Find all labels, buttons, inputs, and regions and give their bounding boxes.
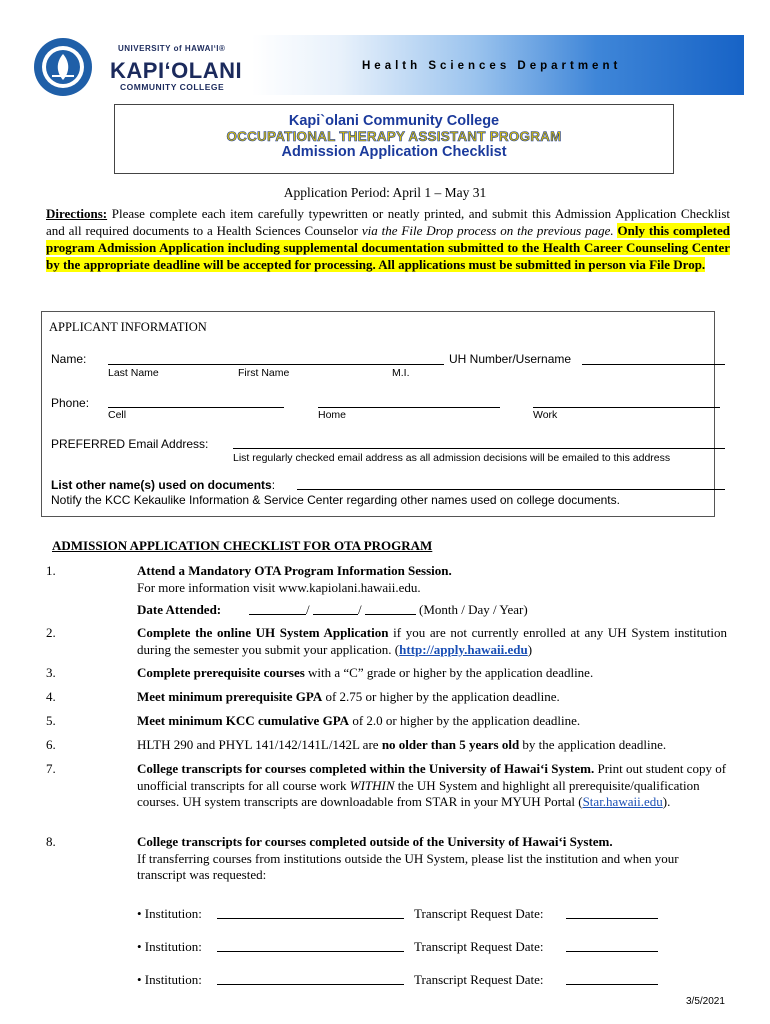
directions-text: Please complete each item carefully typewritten or neatly printed, and submit this Admission Application Checklist and all required documents to a Health Sciences Counselor — [46, 206, 731, 238]
last-name-caption: Last Name — [108, 367, 159, 379]
item-number: 1. — [46, 563, 56, 578]
home-caption: Home — [318, 409, 347, 421]
institution-label: • Institution: — [137, 906, 202, 921]
checklist-item-1: Attend a Mandatory OTA Program Information Session. For more information visit www.kapiolani.hawaii.edu. — [137, 563, 452, 595]
checklist-item-6: HLTH 290 and PHYL 141/142/141L/142L are no older than 5 years old by the application deadline. — [137, 737, 667, 752]
date-slash-1: / — [306, 602, 310, 617]
cell-caption: Cell — [108, 409, 127, 421]
item-number: 2. — [46, 625, 56, 640]
applicant-information-box — [41, 311, 715, 517]
transcript-date-field-3[interactable] — [566, 984, 658, 985]
mi-caption: M.I. — [392, 367, 410, 379]
university-name: UNIVERSITY of HAWAI‘I® — [118, 44, 226, 53]
community-college-name: COMMUNITY COLLEGE — [120, 82, 225, 92]
checklist-item-4: Meet minimum prerequisite GPA of 2.75 or higher by the application deadline. — [137, 689, 560, 704]
directions-label: Directions: — [46, 206, 108, 221]
title-program: OCCUPATIONAL THERAPY ASSISTANT PROGRAM — [226, 129, 562, 144]
transcript-date-field-2[interactable] — [566, 951, 658, 952]
email-note: List regularly checked email address as all admission decisions will be emailed to this address — [233, 452, 671, 464]
checklist-item-2: Complete the online UH System Application if you are not currently enrolled at any UH System institution during the semester you submit your application. (http://apply.hawaii.edu) — [137, 625, 727, 657]
other-names-note: Notify the KCC Kekaulike Information & Service Center regarding other names used on college documents. — [51, 493, 620, 507]
name-field[interactable] — [108, 364, 444, 365]
work-caption: Work — [533, 409, 558, 421]
department-name: Health Sciences Department — [362, 60, 622, 72]
other-names-field[interactable] — [297, 489, 725, 490]
phone-label: Phone: — [51, 396, 90, 410]
directions-highlight: Only this completed program Admission Application including supplemental documentation submitted to the Health Career Counseling Center by the appropriate deadline will be accepted for processing. All applications must be submitted in person via File Drop. — [46, 223, 730, 272]
date-year-field[interactable] — [365, 614, 416, 615]
title-box — [114, 104, 674, 174]
name-label: Name: — [51, 352, 87, 366]
item-number: 6. — [46, 737, 56, 752]
phone-work-field[interactable] — [533, 407, 720, 408]
institution-field-3[interactable] — [217, 984, 404, 985]
star-link[interactable]: Star.hawaii.edu — [582, 794, 663, 809]
item-number: 5. — [46, 713, 56, 728]
email-label: PREFERRED Email Address: — [51, 437, 209, 451]
footer-date: 3/5/2021 — [686, 996, 725, 1007]
checklist-item-7: College transcripts for courses completed within the University of Hawai‘i System. Print out student copy of unofficial transcripts for all course work WITHIN the UH System and highlight all prerequisite/qualification courses. UH system transcripts are downloadable from STAR in your MYUH Portal (Star.hawaii.edu). — [137, 761, 727, 809]
college-name: KAPI‘OLANI — [110, 58, 243, 83]
department-banner — [252, 35, 744, 95]
transcript-date-label: Transcript Request Date: — [414, 939, 544, 954]
transcript-date-label: Transcript Request Date: — [414, 906, 544, 921]
uh-number-label: UH Number/Username — [449, 352, 572, 366]
other-names-label: List other name(s) used on documents: — [51, 478, 276, 492]
date-day-field[interactable] — [313, 614, 358, 615]
phone-home-field[interactable] — [318, 407, 500, 408]
application-period: Application Period: April 1 – May 31 — [283, 185, 487, 200]
institution-label: • Institution: — [137, 939, 202, 954]
date-format: (Month / Day / Year) — [419, 602, 528, 617]
transcript-date-label: Transcript Request Date: — [414, 972, 544, 987]
first-name-caption: First Name — [238, 367, 290, 379]
uh-number-field[interactable] — [582, 364, 725, 365]
item-number: 7. — [46, 761, 56, 776]
title-college: Kapi`olani Community College — [288, 113, 500, 129]
checklist-title: ADMISSION APPLICATION CHECKLIST FOR OTA PROGRAM — [52, 538, 433, 553]
date-slash-2: / — [358, 602, 362, 617]
directions-italic: via the File Drop process on the previous page. — [361, 223, 614, 238]
directions — [46, 205, 730, 273]
date-month-field[interactable] — [249, 614, 306, 615]
item-number: 3. — [46, 665, 56, 680]
transcript-date-field-1[interactable] — [566, 918, 658, 919]
checklist-item-8: College transcripts for courses completed outside of the University of Hawai‘i System. If transferring courses from institutions outside the UH System, please list the institution and when your transcript was requested: — [137, 834, 679, 882]
item-number: 4. — [46, 689, 56, 704]
checklist-item-3: Complete prerequisite courses with a “C” grade or higher by the application deadline. — [137, 665, 594, 680]
uh-seal-icon — [30, 36, 96, 98]
phone-cell-field[interactable] — [108, 407, 284, 408]
applicant-info-title: APPLICANT INFORMATION — [49, 320, 207, 334]
date-attended-label: Date Attended: — [137, 602, 222, 617]
email-field[interactable] — [233, 448, 725, 449]
title-checklist: Admission Application Checklist — [281, 144, 507, 160]
institution-field-1[interactable] — [217, 918, 404, 919]
institution-field-2[interactable] — [217, 951, 404, 952]
institution-label: • Institution: — [137, 972, 202, 987]
apply-link[interactable]: http://apply.hawaii.edu — [399, 641, 528, 657]
college-logo — [30, 36, 250, 98]
checklist-item-5: Meet minimum KCC cumulative GPA of 2.0 or higher by the application deadline. — [137, 713, 581, 728]
item-number: 8. — [46, 834, 56, 849]
